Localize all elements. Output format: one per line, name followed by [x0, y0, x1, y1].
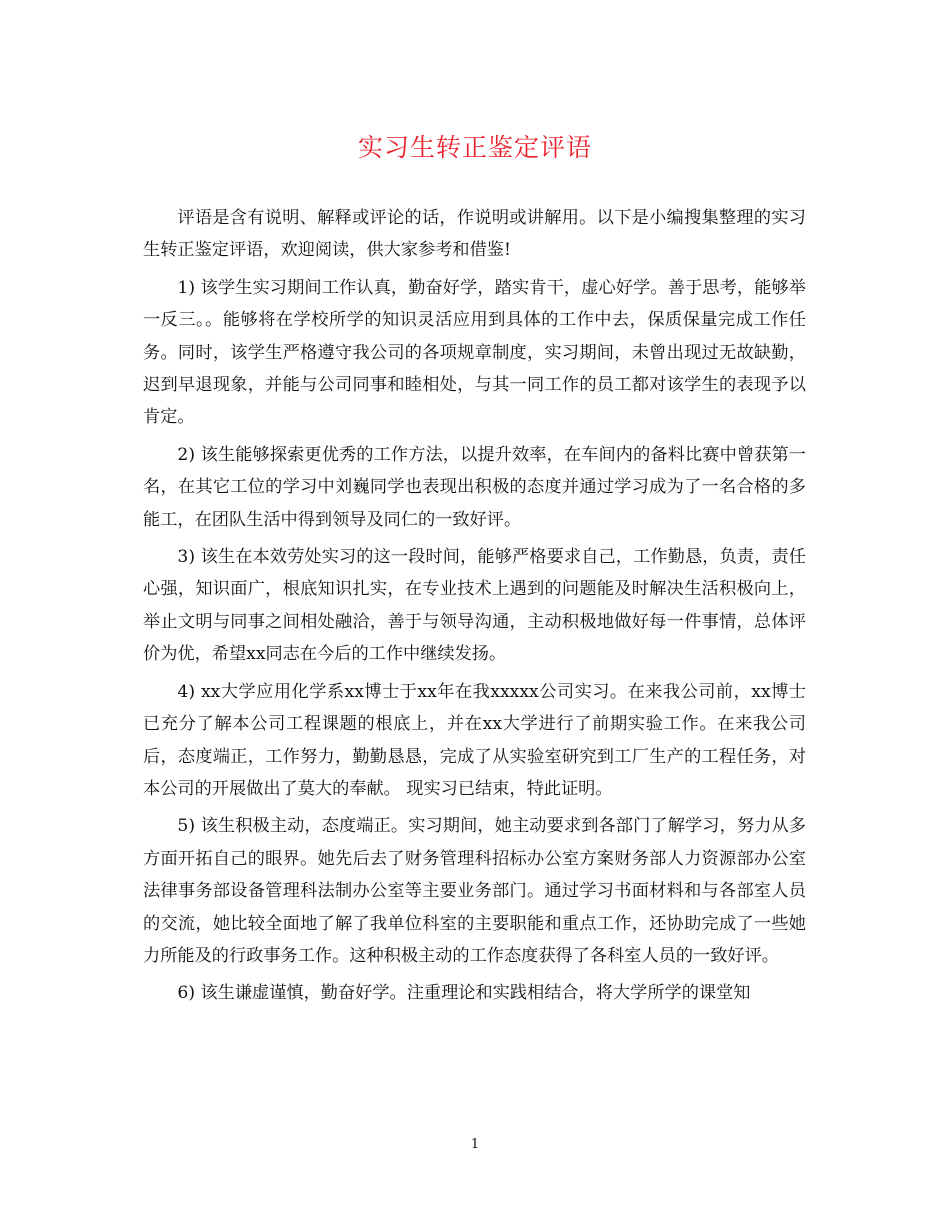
comment-paragraph-5: 5) 该生积极主动，态度端正。实习期间，她主动要求到各部门了解学习，努力从多方面开拓自己的眼界。她先后去了财务管理科招标办公室方案财务部人力资源部办公室法律事务部设备管理科法制办公室等主要业务部门。通过学习书面材料和与各部室人员的交流，她比较全面地了解了我单位科室的主要职能和重点工作，还协助完成了一些她力所能及的行政事务工作。这种积极主动的工作态度获得了各科室人员的一致好评。	[143, 816, 806, 966]
comment-paragraph-3: 3) 该生在本效劳处实习的这一段时间，能够严格要求自己，工作勤恳，负责，责任心强，知识面广，根底知识扎实，在专业技术上遇到的问题能及时解决生活积极向上，举止文明与同事之间相处融洽，善于与领导沟通，主动积极地做好每一件事情，总体评价为优，希望xx同志在今后的工作中继续发扬。	[143, 547, 806, 665]
page-number: 1	[470, 1137, 480, 1152]
intro-paragraph: 评语是含有说明、解释或评论的话，作说明或讲解用。以下是小编搜集整理的实习生转正鉴定评语，欢迎阅读，供大家参考和借鉴!	[143, 208, 806, 261]
document-title: 实习生转正鉴定评语	[357, 133, 592, 162]
comment-paragraph-2: 2) 该生能够探索更优秀的工作方法，以提升效率，在车间内的备料比赛中曾获第一名，在其它工位的学习中刘巍同学也表现出积极的态度并通过学习成为了一名合格的多能工，在团队生活中得到领导及同仁的一致好评。	[143, 444, 806, 530]
comment-paragraph-1: 1) 该学生实习期间工作认真，勤奋好学，踏实肯干，虚心好学。善于思考，能够举一反三。。能够将在学校所学的知识灵活应用到具体的工作中去，保质保量完成工作任务。同时，该学生严格遵守我公司的各项规章制度，实习期间，未曾出现过无故缺勤，迟到早退现象，并能与公司同事和睦相处，与其一同工作的员工都对该学生的表现予以肯定。	[143, 277, 806, 428]
comment-paragraph-6: 6) 该生谦虚谨慎，勤奋好学。注重理论和实践相结合，将大学所学的课堂知	[177, 983, 751, 1004]
document-body	[143, 202, 806, 1015]
comment-paragraph-4: 4) xx大学应用化学系xx博士于xx年在我xxxxx公司实习。在来我公司前，xx博士已充分了解本公司工程课题的根底上，并在xx大学进行了前期实验工作。在来我公司后，态度端正，工作努力，勤勤恳恳，完成了从实验室研究到工厂生产的工程任务，对本公司的开展做出了莫大的奉献。 现实习已结束，特此证明。	[143, 681, 806, 799]
